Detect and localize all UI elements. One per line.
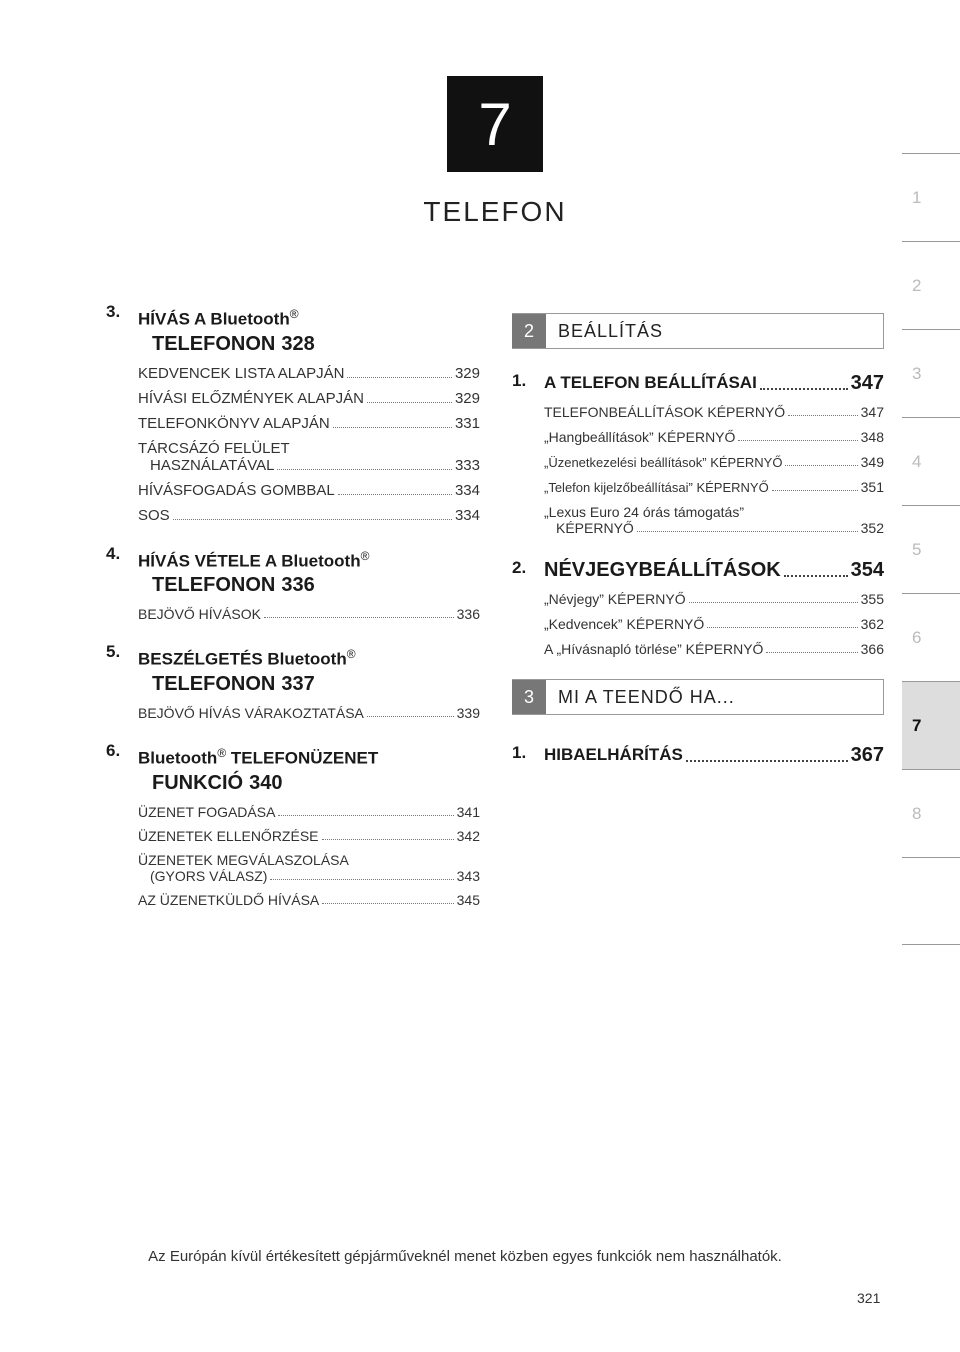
toc-subentry[interactable]: KEDVENCEK LISTA ALAPJÁN 329 [138,364,480,382]
toc-subentry[interactable]: „Üzenetkezelési beállítások” KÉPERNYŐ 349 [544,454,884,470]
chapter-number: 7 [478,90,512,158]
tab-6[interactable]: 6 [902,593,960,681]
toc-entry-5[interactable]: 5. BESZÉLGETÉS Bluetooth® TELEFONON 337 [106,642,356,695]
toc-subentry[interactable]: SOS 334 [138,506,480,524]
tab-7-active[interactable]: 7 [902,681,960,769]
toc-subentry[interactable]: „Lexus Euro 24 órás támogatás” KÉPERNYŐ 352 [544,504,884,536]
tab-3[interactable]: 3 [902,329,960,417]
toc-entry-4[interactable]: 4. HÍVÁS VÉTELE A Bluetooth® TELEFONON 336 [106,543,370,597]
toc-subentry[interactable]: „Kedvencek” KÉPERNYŐ 362 [544,616,884,632]
toc-subentry[interactable]: TÁRCSÁZÓ FELÜLET HASZNÁLATÁVAL 333 [138,439,480,474]
toc-entry-6[interactable]: 6. Bluetooth® TELEFONÜZENET FUNKCIÓ 340 [106,740,379,794]
toc-left-column [106,300,480,916]
footer-note: Az Európán kívül értékesített gépjárműveknél menet közben egyes funkciók nem használhatók. [148,1248,782,1265]
toc-subentry[interactable]: AZ ÜZENETKÜLDŐ HÍVÁSA 345 [138,891,480,908]
toc-subentry[interactable]: ÜZENET FOGADÁSA 341 [138,803,480,820]
chapter-title: TELEFON [423,196,567,227]
toc-subentry[interactable]: „Névjegy” KÉPERNYŐ 355 [544,591,884,607]
tab-9[interactable] [902,857,960,945]
toc-subentries-6 [106,804,480,908]
toc-subentry[interactable]: BEJÖVŐ HÍVÁS VÁRAKOZTATÁSA 339 [138,704,480,721]
toc-subentry[interactable]: HÍVÁSI ELŐZMÉNYEK ALAPJÁN 329 [138,389,480,407]
toc-subentry[interactable]: ÜZENETEK ELLENŐRZÉSE 342 [138,827,480,844]
toc-entry-r1[interactable]: 1. A TELEFON BEÁLLÍTÁSAI 347 [512,371,884,394]
tab-4[interactable]: 4 [902,417,960,505]
toc-subentry[interactable]: HÍVÁSFOGADÁS GOMBBAL 334 [138,481,480,499]
chapter-tabs [902,153,960,945]
toc-subentries-r1 [512,404,884,536]
toc-subentry[interactable]: A „Hívásnapló törlése” KÉPERNYŐ 366 [544,641,884,657]
tab-8[interactable]: 8 [902,769,960,857]
section-header-2: 2 BEÁLLÍTÁS [512,313,884,349]
toc-subentry[interactable]: ÜZENETEK MEGVÁLASZOLÁSA (GYORS VÁLASZ) 343 [138,851,480,884]
toc-entry-r2[interactable]: 2. NÉVJEGYBEÁLLÍTÁSOK 354 [512,558,884,581]
toc-subentry[interactable]: TELEFONBEÁLLÍTÁSOK KÉPERNYŐ 347 [544,404,884,420]
page-number: 321 [857,1290,881,1306]
tab-2[interactable]: 2 [902,241,960,329]
toc-subentries-r2 [512,591,884,657]
toc-subentries-4 [106,606,480,622]
toc-subentries-3 [106,365,480,524]
toc-subentries-5 [106,705,480,721]
chapter-number-box [447,76,543,172]
tab-1[interactable]: 1 [902,153,960,241]
tab-5[interactable]: 5 [902,505,960,593]
toc-subentry[interactable]: TELEFONKÖNYV ALAPJÁN 331 [138,414,480,432]
toc-right-column [512,313,884,773]
toc-subentry[interactable]: „Telefon kijelzőbeállításai” KÉPERNYŐ 351 [544,479,884,495]
toc-subentry[interactable]: „Hangbeállítások” KÉPERNYŐ 348 [544,429,884,445]
toc-subentry[interactable]: BEJÖVŐ HÍVÁSOK 336 [138,606,480,623]
section-header-3: 3 MI A TEENDŐ HA... [512,679,884,715]
toc-entry-r3[interactable]: 1. HIBAELHÁRÍTÁS 367 [512,743,884,766]
toc-entry-3[interactable]: 3. HÍVÁS A Bluetooth® TELEFONON 328 [106,302,315,355]
